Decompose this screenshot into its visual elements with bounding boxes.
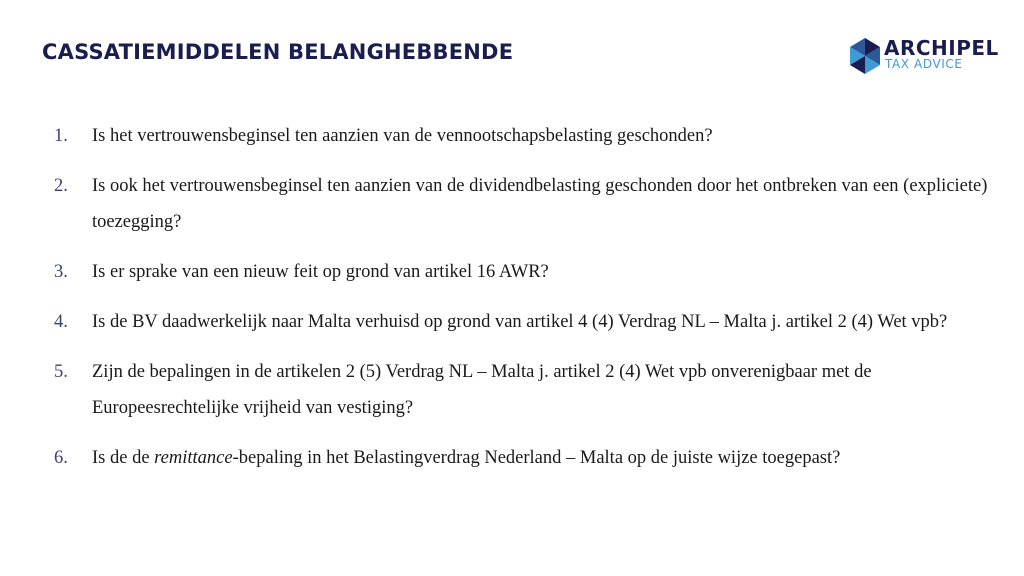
- question-item: [54, 304, 994, 340]
- question-text: Is de BV daadwerkelijk naar Malta verhuisd op grond van artikel 4 (4) Verdrag NL – Malta j. artikel 2 (4) Wet vpb?: [92, 312, 948, 332]
- question-text: Is ook het vertrouwensbeginsel ten aanzien van de dividendbelasting geschonden door het ontbreken van een (expliciete) toezegging?: [92, 176, 988, 232]
- question-number: 3.: [54, 262, 68, 282]
- question-number: 4.: [54, 312, 68, 332]
- question-number: 6.: [54, 448, 68, 468]
- question-text-start: Is de de: [92, 448, 155, 468]
- question-list: [54, 118, 994, 490]
- hexagon-logo-icon: [846, 36, 884, 76]
- question-number: 1.: [54, 126, 68, 146]
- question-text-emphasis: remittance: [154, 448, 233, 468]
- logo-tagline: TAX ADVICE: [885, 57, 963, 71]
- question-number: 5.: [54, 362, 68, 382]
- question-item: [54, 254, 994, 290]
- question-text: Zijn de bepalingen in de artikelen 2 (5) Verdrag NL – Malta j. artikel 2 (4) Wet vpb onverenigbaar met de Europeesrechtelijke vrijheid van vestiging?: [92, 362, 872, 418]
- question-text: Is het vertrouwensbeginsel ten aanzien van de vennootschapsbelasting geschonden?: [92, 126, 713, 146]
- archipel-logo: [846, 36, 999, 78]
- question-item: [54, 118, 994, 154]
- question-item: [54, 440, 994, 476]
- question-item: [54, 168, 994, 240]
- question-text: [92, 448, 840, 468]
- question-text: Is er sprake van een nieuw feit op grond van artikel 16 AWR?: [92, 262, 549, 282]
- question-text-end: -bepaling in het Belastingverdrag Nederland – Malta op de juiste wijze toegepast?: [232, 448, 841, 468]
- question-item: [54, 354, 994, 426]
- question-number: 2.: [54, 176, 68, 196]
- logo-name: ARCHIPEL: [884, 36, 999, 60]
- slide-title: CASSATIEMIDDELEN BELANGHEBBENDE: [42, 40, 514, 64]
